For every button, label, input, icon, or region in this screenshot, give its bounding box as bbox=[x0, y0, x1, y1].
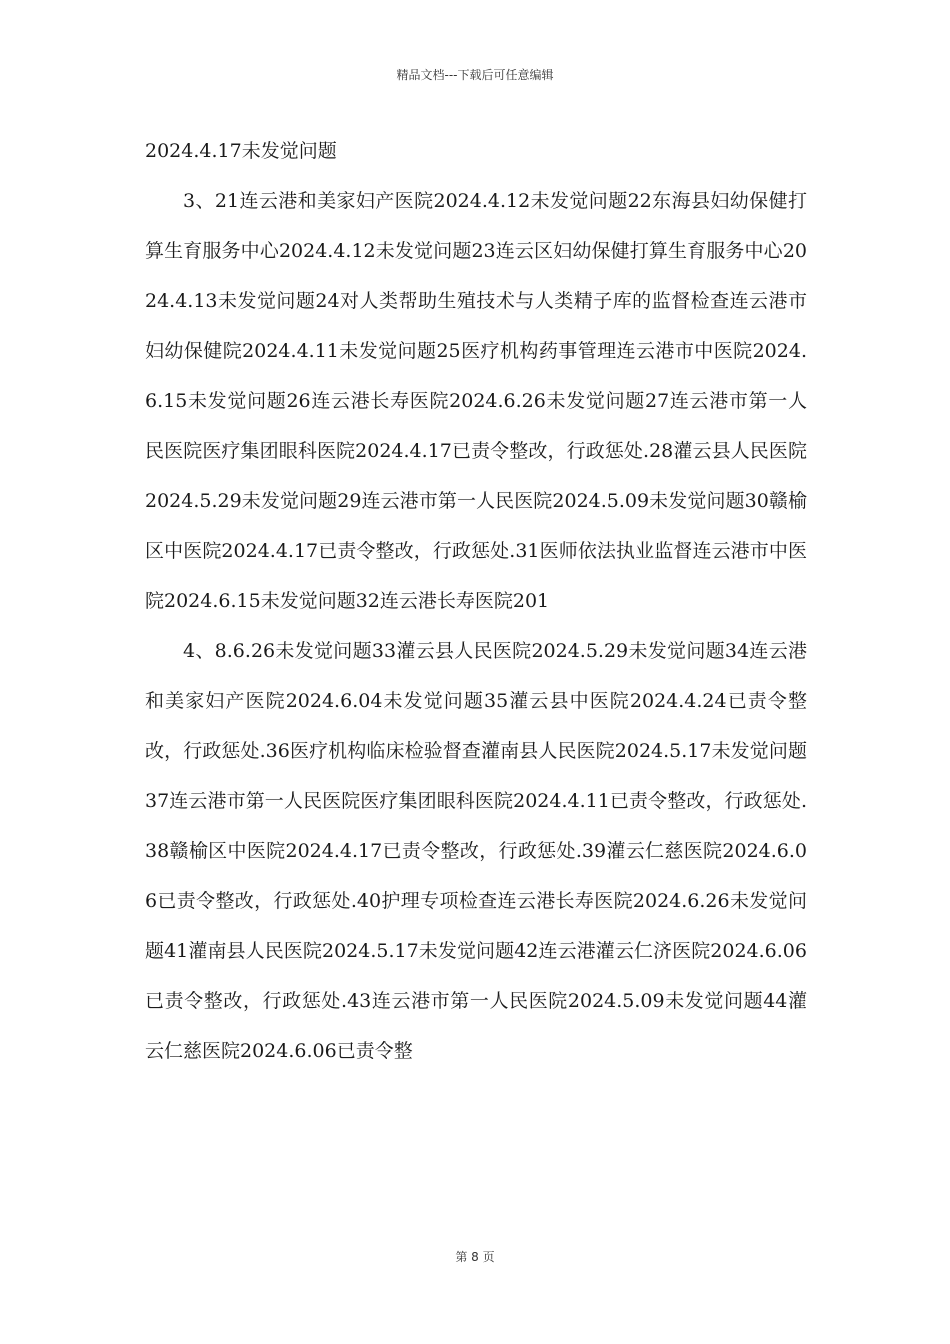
page-header: 精品文档---下载后可任意编辑 bbox=[396, 68, 554, 82]
paragraph-continuation: 2024.4.17未发觉问题 bbox=[145, 140, 337, 162]
paragraph-item-4: 4、8.6.26未发觉问题33灌云县人民医院2024.5.29未发觉问题34连云港和美家妇产医院2024.6.04未发觉问题35灌云县中医院2024.4.24已责令整改，行政惩处.36医疗机构临床检验督查灌南县人民医院2024.5.17未发觉问题37连云港市第一人民医院医疗集团眼科医院2024.4.11已责令整改，行政惩处.38赣榆区中医院2024.4.17已责令整改，行政惩处.39灌云仁慈医院2024.6.06已责令整改，行政惩处.40护理专项检查连云港长寿医院2024.6.26未发觉问题41灌南县人民医院2024.5.17未发觉问题42连云港灌云仁济医院2024.6.06已责令整改，行政惩处.43连云港市第一人民医院2024.5.09未发觉问题44灌云仁慈医院2024.6.06已责令整 bbox=[145, 640, 807, 1062]
document-body bbox=[145, 126, 807, 1076]
paragraph-item-3: 3、21连云港和美家妇产医院2024.4.12未发觉问题22东海县妇幼保健打算生育服务中心2024.4.12未发觉问题23连云区妇幼保健打算生育服务中心2024.4.13未发觉问题24对人类帮助生殖技术与人类精子库的监督检查连云港市妇幼保健院2024.4.11未发觉问题25医疗机构药事管理连云港市中医院2024.6.15未发觉问题26连云港长寿医院2024.6.26未发觉问题27连云港市第一人民医院医疗集团眼科医院2024.4.17已责令整改，行政惩处.28灌云县人民医院2024.5.29未发觉问题29连云港市第一人民医院2024.5.09未发觉问题30赣榆区中医院2024.4.17已责令整改，行政惩处.31医师依法执业监督连云港市中医院2024.6.15未发觉问题32连云港长寿医院201 bbox=[145, 190, 807, 612]
page-number: 第 8 页 bbox=[455, 1250, 495, 1264]
